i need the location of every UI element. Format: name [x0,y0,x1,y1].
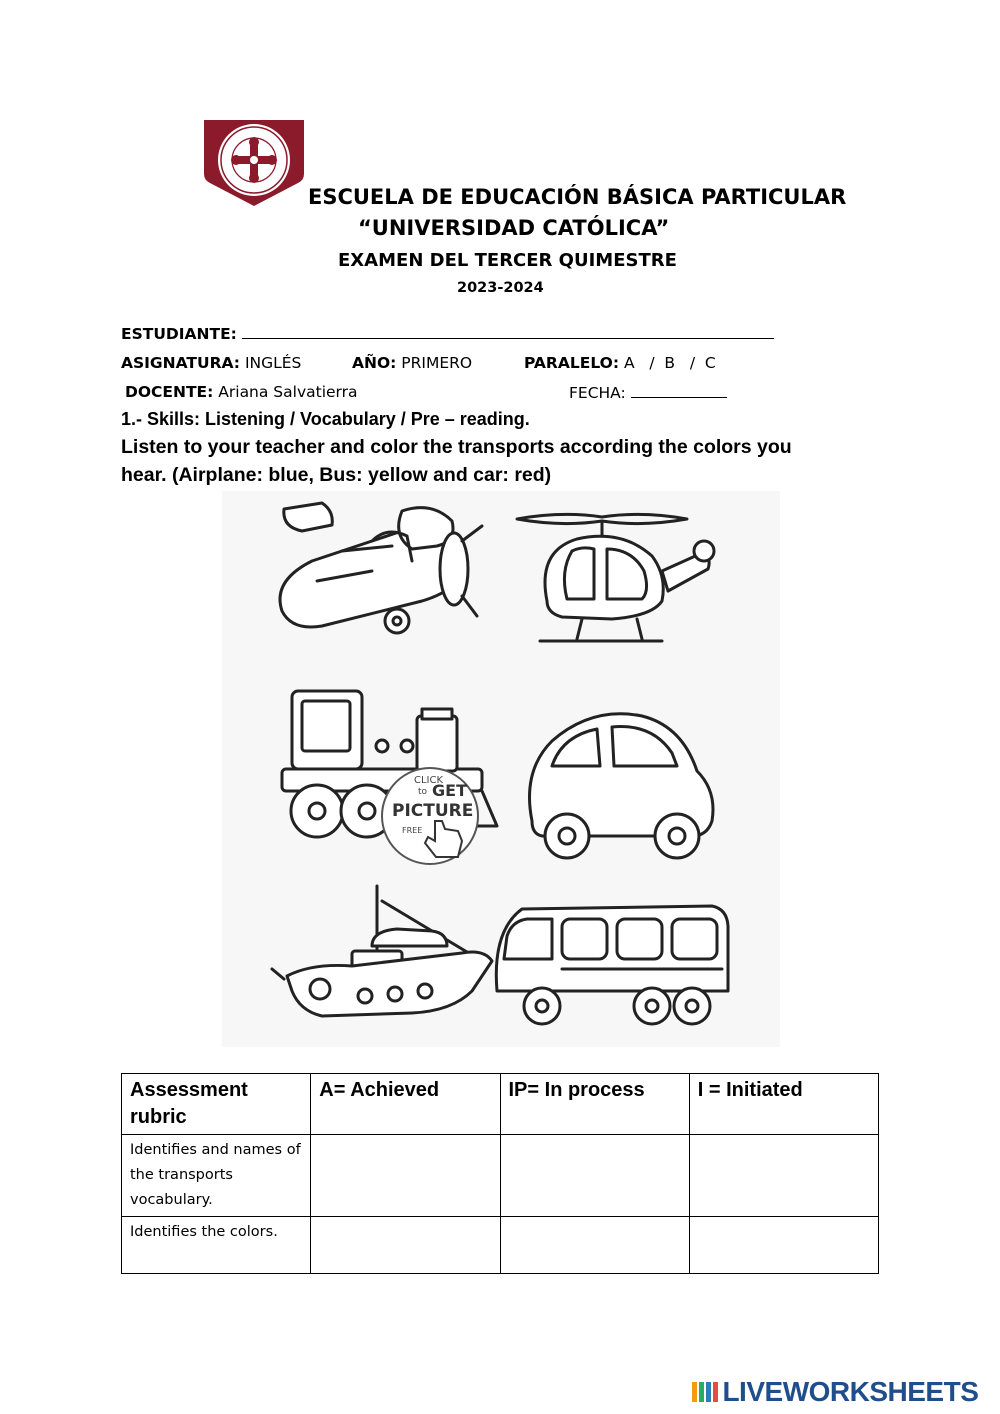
table-row [122,1135,879,1217]
school-year: 2023-2024 [457,280,544,296]
badge-get-text: GET [432,781,467,800]
liveworksheets-logo[interactable] [692,1376,978,1406]
rubric-header-achieved: A= Achieved [311,1074,500,1135]
rubric-cell[interactable] [689,1217,878,1274]
rubric-header-initiated: I = Initiated [689,1074,878,1135]
exam-title: EXAMEN DEL TERCER QUIMESTRE [338,250,677,271]
badge-click-text: CLICK [414,775,444,786]
school-name: ESCUELA DE EDUCACIÓN BÁSICA PARTICULAR [308,185,847,209]
student-row [121,324,774,343]
rubric-criterion-colors: Identifies the colors. [122,1217,311,1274]
assessment-rubric-table [121,1073,879,1274]
teacher-label: DOCENTE: [125,383,214,401]
liveworksheets-text: LIVEWORKSHEETS [722,1376,979,1407]
helicopter-drawing [517,514,714,641]
rubric-cell[interactable] [689,1135,878,1217]
badge-to-text: to [418,787,428,797]
section-label: PARALELO: [524,354,620,372]
date-label: FECHA: [569,384,626,402]
rubric-header-criteria: Assessment rubric [122,1074,311,1135]
boat-drawing [272,886,492,1016]
subject-value: INGLÉS [244,354,302,372]
date-field[interactable] [631,383,727,398]
section-value: A / B / C [623,354,716,372]
badge-picture-text: PICTURE [392,801,474,821]
get-picture-badge[interactable] [382,768,478,864]
grade-label: AÑO: [352,354,397,372]
subject-row [121,354,841,376]
shield-icon [198,118,310,210]
liveworksheets-icon [692,1380,718,1404]
subject-label: ASIGNATURA: [121,354,240,372]
rubric-header-in-process: IP= In process [500,1074,689,1135]
table-header-row [122,1074,879,1135]
task-title: 1.- Skills: Listening / Vocabulary / Pre – reading. [121,409,530,429]
airplane-drawing [280,503,482,633]
student-label: ESTUDIANTE: [121,325,237,343]
transports-coloring-image[interactable] [222,491,780,1047]
rubric-criterion-vocabulary: Identifies and names of the transports vocabulary. [122,1135,311,1217]
rubric-cell[interactable] [500,1217,689,1274]
school-subtitle: “UNIVERSIDAD CATÓLICA” [358,216,670,240]
car-drawing [530,714,714,858]
rubric-cell[interactable] [311,1135,500,1217]
badge-free-text: FREE [402,826,423,835]
rubric-cell[interactable] [311,1217,500,1274]
student-name-field[interactable] [242,324,774,339]
bus-drawing [496,906,728,1024]
school-logo [198,118,310,210]
task-instruction-line2: hear. (Airplane: blue, Bus: yellow and car: red) [121,464,552,486]
table-row [122,1217,879,1274]
task-instruction-line1: Listen to your teacher and color the transports according the colors you [121,436,792,458]
teacher-value: Ariana Salvatierra [218,383,358,401]
grade-value: PRIMERO [401,354,473,372]
teacher-row [125,383,845,405]
rubric-cell[interactable] [500,1135,689,1217]
